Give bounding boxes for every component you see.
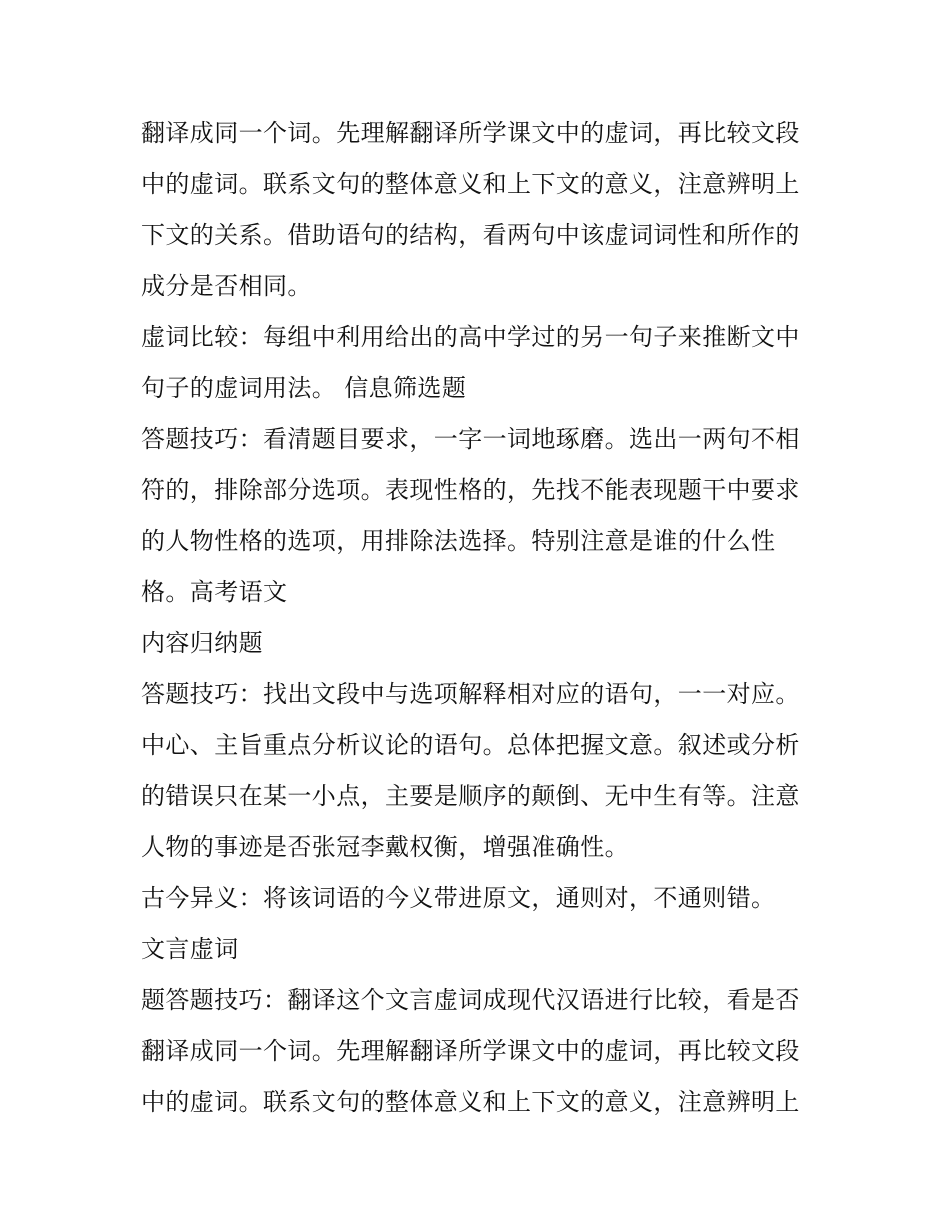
text-line: 成分是否相同。 (141, 272, 312, 300)
text-line: 的人物性格的选项，用排除法选择。特别注意是谁的什么性 (141, 527, 776, 555)
document-body (141, 108, 821, 1128)
text-line: 句子的虚词用法。 信息筛选题 (141, 374, 467, 402)
text-line: 翻译成同一个词。先理解翻译所学课文中的虚词，再比较文段 (141, 119, 800, 147)
text-line: 符的，排除部分选项。表现性格的，先找不能表现题干中要求 (141, 476, 800, 504)
text-line: 题答题技巧：翻译这个文言虚词成现代汉语进行比较，看是否 (141, 986, 800, 1014)
text-line: 中心、主旨重点分析议论的语句。总体把握文意。叙述或分析 (141, 731, 800, 759)
text-line: 虚词比较：每组中利用给出的高中学过的另一句子来推断文中 (141, 323, 800, 351)
section-heading: 文言虚词 (141, 935, 239, 963)
text-line: 古今异义：将该词语的今义带进原文，通则对，不通则错。 (141, 884, 776, 912)
text-line: 下文的关系。借助语句的结构，看两句中该虚词词性和所作的 (141, 221, 800, 249)
text-line: 中的虚词。联系文句的整体意义和上下文的意义，注意辨明上 (141, 1088, 800, 1116)
text-line: 中的虚词。联系文句的整体意义和上下文的意义，注意辨明上 (141, 170, 800, 198)
text-line: 的错误只在某一小点，主要是顺序的颠倒、无中生有等。注意 (141, 782, 800, 810)
text-line: 人物的事迹是否张冠李戴权衡，增强准确性。 (141, 833, 629, 861)
text-line: 翻译成同一个词。先理解翻译所学课文中的虚词，再比较文段 (141, 1037, 800, 1065)
text-line: 答题技巧：找出文段中与选项解释相对应的语句，一一对应。 (141, 680, 800, 708)
text-line: 格。高考语文 (141, 578, 288, 606)
text-line: 答题技巧：看清题目要求，一字一词地琢磨。选出一两句不相 (141, 425, 800, 453)
section-heading: 内容归纳题 (141, 629, 263, 657)
